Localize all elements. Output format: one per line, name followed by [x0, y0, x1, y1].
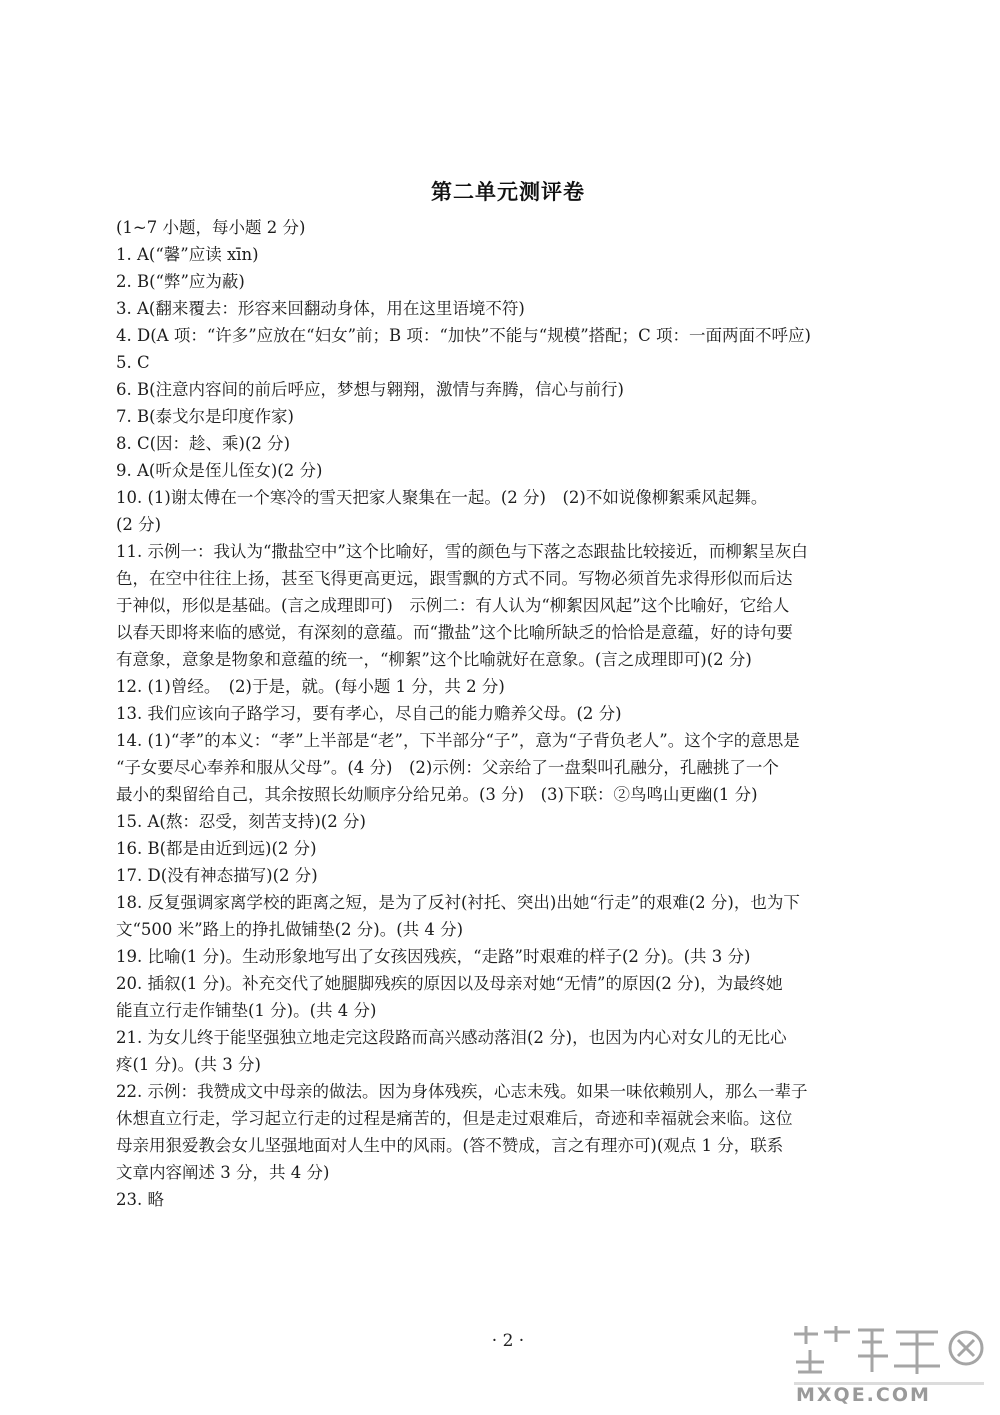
answer-line: (1~7 小题，每小题 2 分) [116, 218, 306, 237]
answer-line: 1. A(“馨”应读 xīn) [116, 245, 259, 264]
answer-line: 16. B(都是由近到远)(2 分) [116, 839, 317, 858]
answer-line: 疼(1 分)。(共 3 分) [116, 1055, 261, 1074]
answer-line: 文“500 米”路上的挣扎做铺垫(2 分)。(共 4 分) [116, 920, 464, 939]
answer-list [116, 214, 906, 1213]
page-number: · 2 · [491, 1331, 525, 1351]
answer-line: 7. B(泰戈尔是印度作家) [116, 407, 294, 426]
answer-line: 6. B(注意内容间的前后呼应，梦想与翱翔，激情与奔腾，信心与前行) [116, 380, 624, 399]
answer-line: 20. 插叙(1 分)。补充交代了她腿脚残疾的原因以及母亲对她“无情”的原因(2 分)，为最终她 [116, 974, 783, 993]
answer-line: 以春天即将来临的感觉，有深刻的意蕴。而“撒盐”这个比喻所缺乏的恰恰是意蕴，好的诗句要 [116, 623, 793, 642]
answer-line: 2. B(“弊”应为蔽) [116, 272, 245, 291]
answer-line: 能直立行走作铺垫(1 分)。(共 4 分) [116, 1001, 377, 1020]
answer-line: 23. 略 [116, 1190, 164, 1209]
page-title: 第二单元测评卷 [431, 180, 585, 204]
answer-line: 15. A(熬：忍受，刻苦支持)(2 分) [116, 812, 366, 831]
answer-line: 文章内容阐述 3 分，共 4 分) [116, 1163, 330, 1182]
answer-line: 5. C [116, 353, 150, 372]
answer-line: 色，在空中往往上扬，甚至飞得更高更远，跟雪飘的方式不同。写物必须首先求得形似而后达 [116, 569, 793, 588]
watermark-logo-icon [788, 1322, 988, 1404]
answer-line: 10. (1)谢太傅在一个寒冷的雪天把家人聚集在一起。(2 分) (2)不如说像柳絮乘风起舞。 [116, 488, 768, 507]
answer-line: 14. (1)“孝”的本义：“孝”上半部是“老”，下半部分“子”，意为“子背负老人”。这个字的意思是 [116, 731, 800, 750]
answer-line: 9. A(听众是侄儿侄女)(2 分) [116, 461, 323, 480]
answer-line: 18. 反复强调家离学校的距离之短，是为了反衬(衬托、突出)出她“行走”的艰难(2 分)，也为下 [116, 893, 800, 912]
answer-line: 12. (1)曾经。 (2)于是，就。(每小题 1 分，共 2 分) [116, 677, 505, 696]
answer-line: “子女要尽心奉养和服从父母”。(4 分) (2)示例：父亲给了一盘梨叫孔融分，孔融挑了一个 [116, 758, 779, 777]
answer-line: 8. C(因：趁、乘)(2 分) [116, 434, 291, 453]
answer-line: 13. 我们应该向子路学习，要有孝心，尽自己的能力赡养父母。(2 分) [116, 704, 622, 723]
answer-line: 3. A(翻来覆去：形容来回翻动身体，用在这里语境不符) [116, 299, 525, 318]
watermark-logo [788, 1322, 988, 1404]
answer-line: 母亲用狠爱教会女儿坚强地面对人生中的风雨。(答不赞成，言之有理亦可)(观点 1 分，联系 [116, 1136, 784, 1155]
watermark-url: MXQE.COM [796, 1384, 931, 1404]
answer-line: 休想直立行走，学习起立行走的过程是痛苦的，但是走过艰难后，奇迹和幸福就会来临。这位 [116, 1109, 793, 1128]
answer-line: 有意象，意象是物象和意蕴的统一，“柳絮”这个比喻就好在意象。(言之成理即可)(2 分) [116, 650, 752, 669]
answer-line: 21. 为女儿终于能坚强独立地走完这段路而高兴感动落泪(2 分)，也因为内心对女儿的无比心 [116, 1028, 787, 1047]
answer-line: 11. 示例一：我认为“撒盐空中”这个比喻好，雪的颜色与下落之态跟盐比较接近，而柳絮呈灰白 [116, 542, 808, 561]
answer-line: 于神似，形似是基础。(言之成理即可) 示例二：有人认为“柳絮因风起”这个比喻好，它给人 [116, 596, 790, 615]
answer-line: 17. D(没有神态描写)(2 分) [116, 866, 318, 885]
answer-line: 最小的梨留给自己，其余按照长幼顺序分给兄弟。(3 分) (3)下联：②鸟鸣山更幽(1 分) [116, 785, 758, 804]
answer-line: 19. 比喻(1 分)。生动形象地写出了女孩因残疾，“走路”时艰难的样子(2 分)。(共 3 分) [116, 947, 751, 966]
answer-line: 4. D(A 项：“许多”应放在“妇女”前；B 项：“加快”不能与“规模”搭配；C 项：一面两面不呼应) [116, 326, 811, 345]
answer-line: (2 分) [116, 515, 162, 534]
answer-line: 22. 示例：我赞成文中母亲的做法。因为身体残疾，心志未残。如果一味依赖别人，那么一辈子 [116, 1082, 808, 1101]
